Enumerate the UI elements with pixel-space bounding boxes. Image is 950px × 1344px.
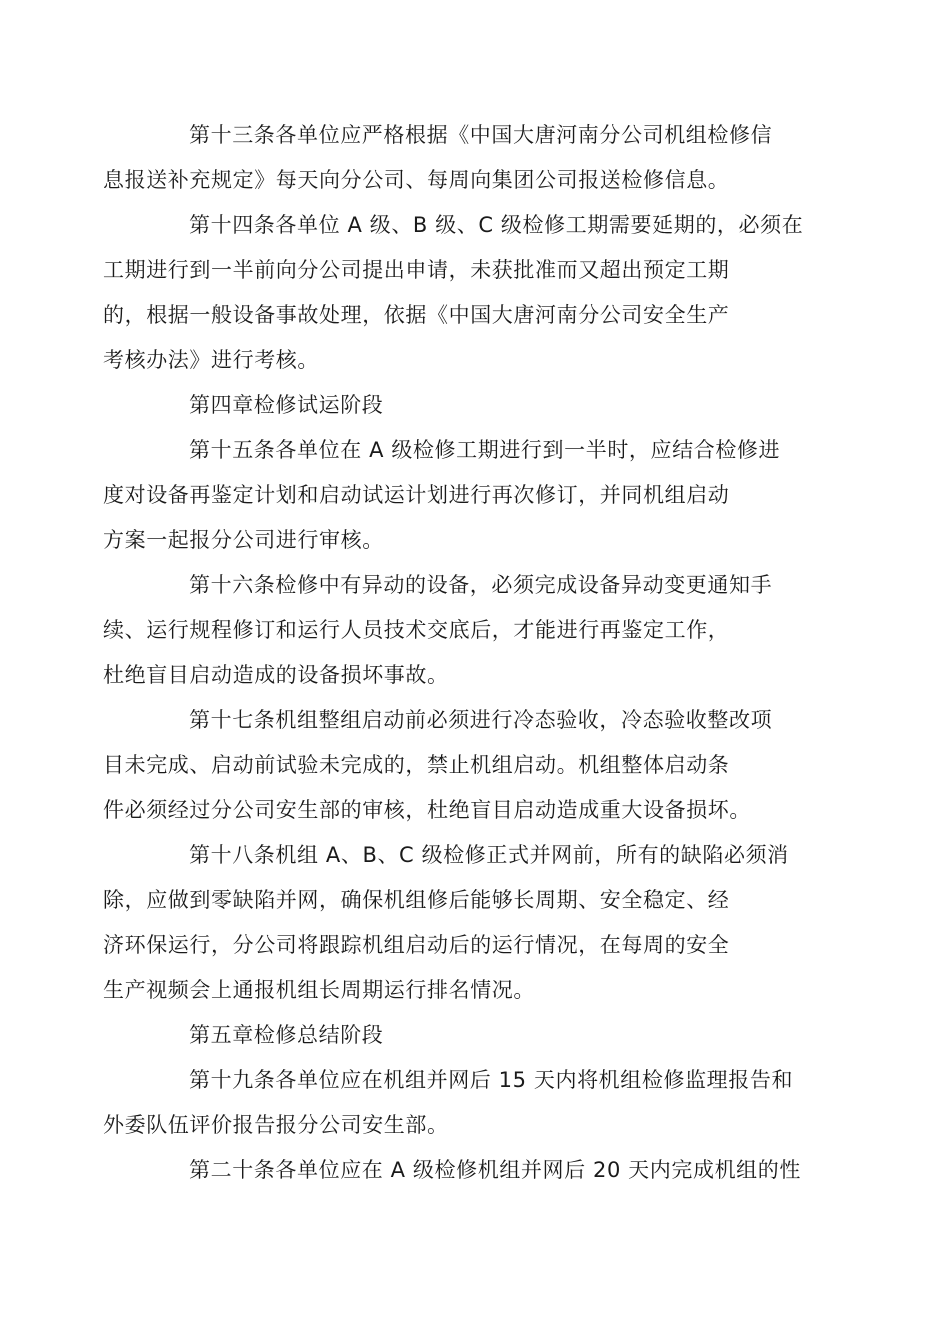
text-line: 第十四条各单位 A 级、B 级、C 级检修工期需要延期的，必须在 — [189, 213, 804, 237]
text-line: 工期进行到一半前向分公司提出申请，未获批准而又超出预定工期 — [103, 258, 730, 282]
paragraph-chapter-5 — [146, 1013, 810, 1058]
text-line: 除，应做到零缺陷并网，确保机组修后能够长周期、安全稳定、经 — [103, 888, 730, 912]
text-line: 第五章检修总结阶段 — [189, 1023, 384, 1047]
text-line: 息报送补充规定》每天向分公司、每周向集团公司报送检修信息。 — [103, 168, 730, 192]
text-line: 第四章检修试运阶段 — [189, 393, 384, 417]
text-line: 续、运行规程修订和运行人员技术交底后，才能进行再鉴定工作， — [103, 618, 730, 642]
text-line: 第十三条各单位应严格根据《中国大唐河南分公司机组检修信 — [189, 123, 773, 147]
text-line: 第十八条机组 A、B、C 级检修正式并网前，所有的缺陷必须消 — [189, 843, 789, 867]
text-line: 度对设备再鉴定计划和启动试运计划进行再次修订，并同机组启动 — [103, 483, 730, 507]
paragraph-article-18 — [103, 833, 810, 1013]
paragraph-article-17 — [103, 698, 810, 833]
paragraph-article-15 — [103, 428, 810, 563]
paragraph-article-14 — [103, 203, 810, 383]
paragraph-article-16 — [103, 563, 810, 698]
text-line: 第十五条各单位在 A 级检修工期进行到一半时，应结合检修进 — [189, 438, 781, 462]
text-line: 的，根据一般设备事故处理，依据《中国大唐河南分公司安全生产 — [103, 303, 730, 327]
text-line: 杜绝盲目启动造成的设备损坏事故。 — [103, 663, 449, 687]
text-line: 考核办法》进行考核。 — [103, 348, 319, 372]
paragraph-article-13 — [103, 113, 810, 203]
text-line: 生产视频会上通报机组长周期运行排名情况。 — [103, 978, 535, 1002]
text-line: 方案一起报分公司进行审核。 — [103, 528, 384, 552]
text-line: 第十七条机组整组启动前必须进行冷态验收，冷态验收整改项 — [189, 708, 773, 732]
paragraph-article-19 — [103, 1058, 810, 1148]
text-line: 件必须经过分公司安生部的审核，杜绝盲目启动造成重大设备损坏。 — [103, 798, 751, 822]
text-line: 济环保运行，分公司将跟踪机组启动后的运行情况，在每周的安全 — [103, 933, 730, 957]
paragraph-chapter-4 — [146, 383, 810, 428]
text-line: 外委队伍评价报告报分公司安生部。 — [103, 1113, 449, 1137]
document-body — [103, 113, 810, 1193]
text-line: 第十九条各单位应在机组并网后 15 天内将机组检修监理报告和 — [189, 1068, 794, 1092]
paragraph-article-20 — [146, 1148, 810, 1193]
text-line: 第十六条检修中有异动的设备，必须完成设备异动变更通知手 — [189, 573, 773, 597]
text-line: 第二十条各单位应在 A 级检修机组并网后 20 天内完成机组的性 — [189, 1158, 801, 1182]
text-line: 目未完成、启动前试验未完成的，禁止机组启动。机组整体启动条 — [103, 753, 730, 777]
